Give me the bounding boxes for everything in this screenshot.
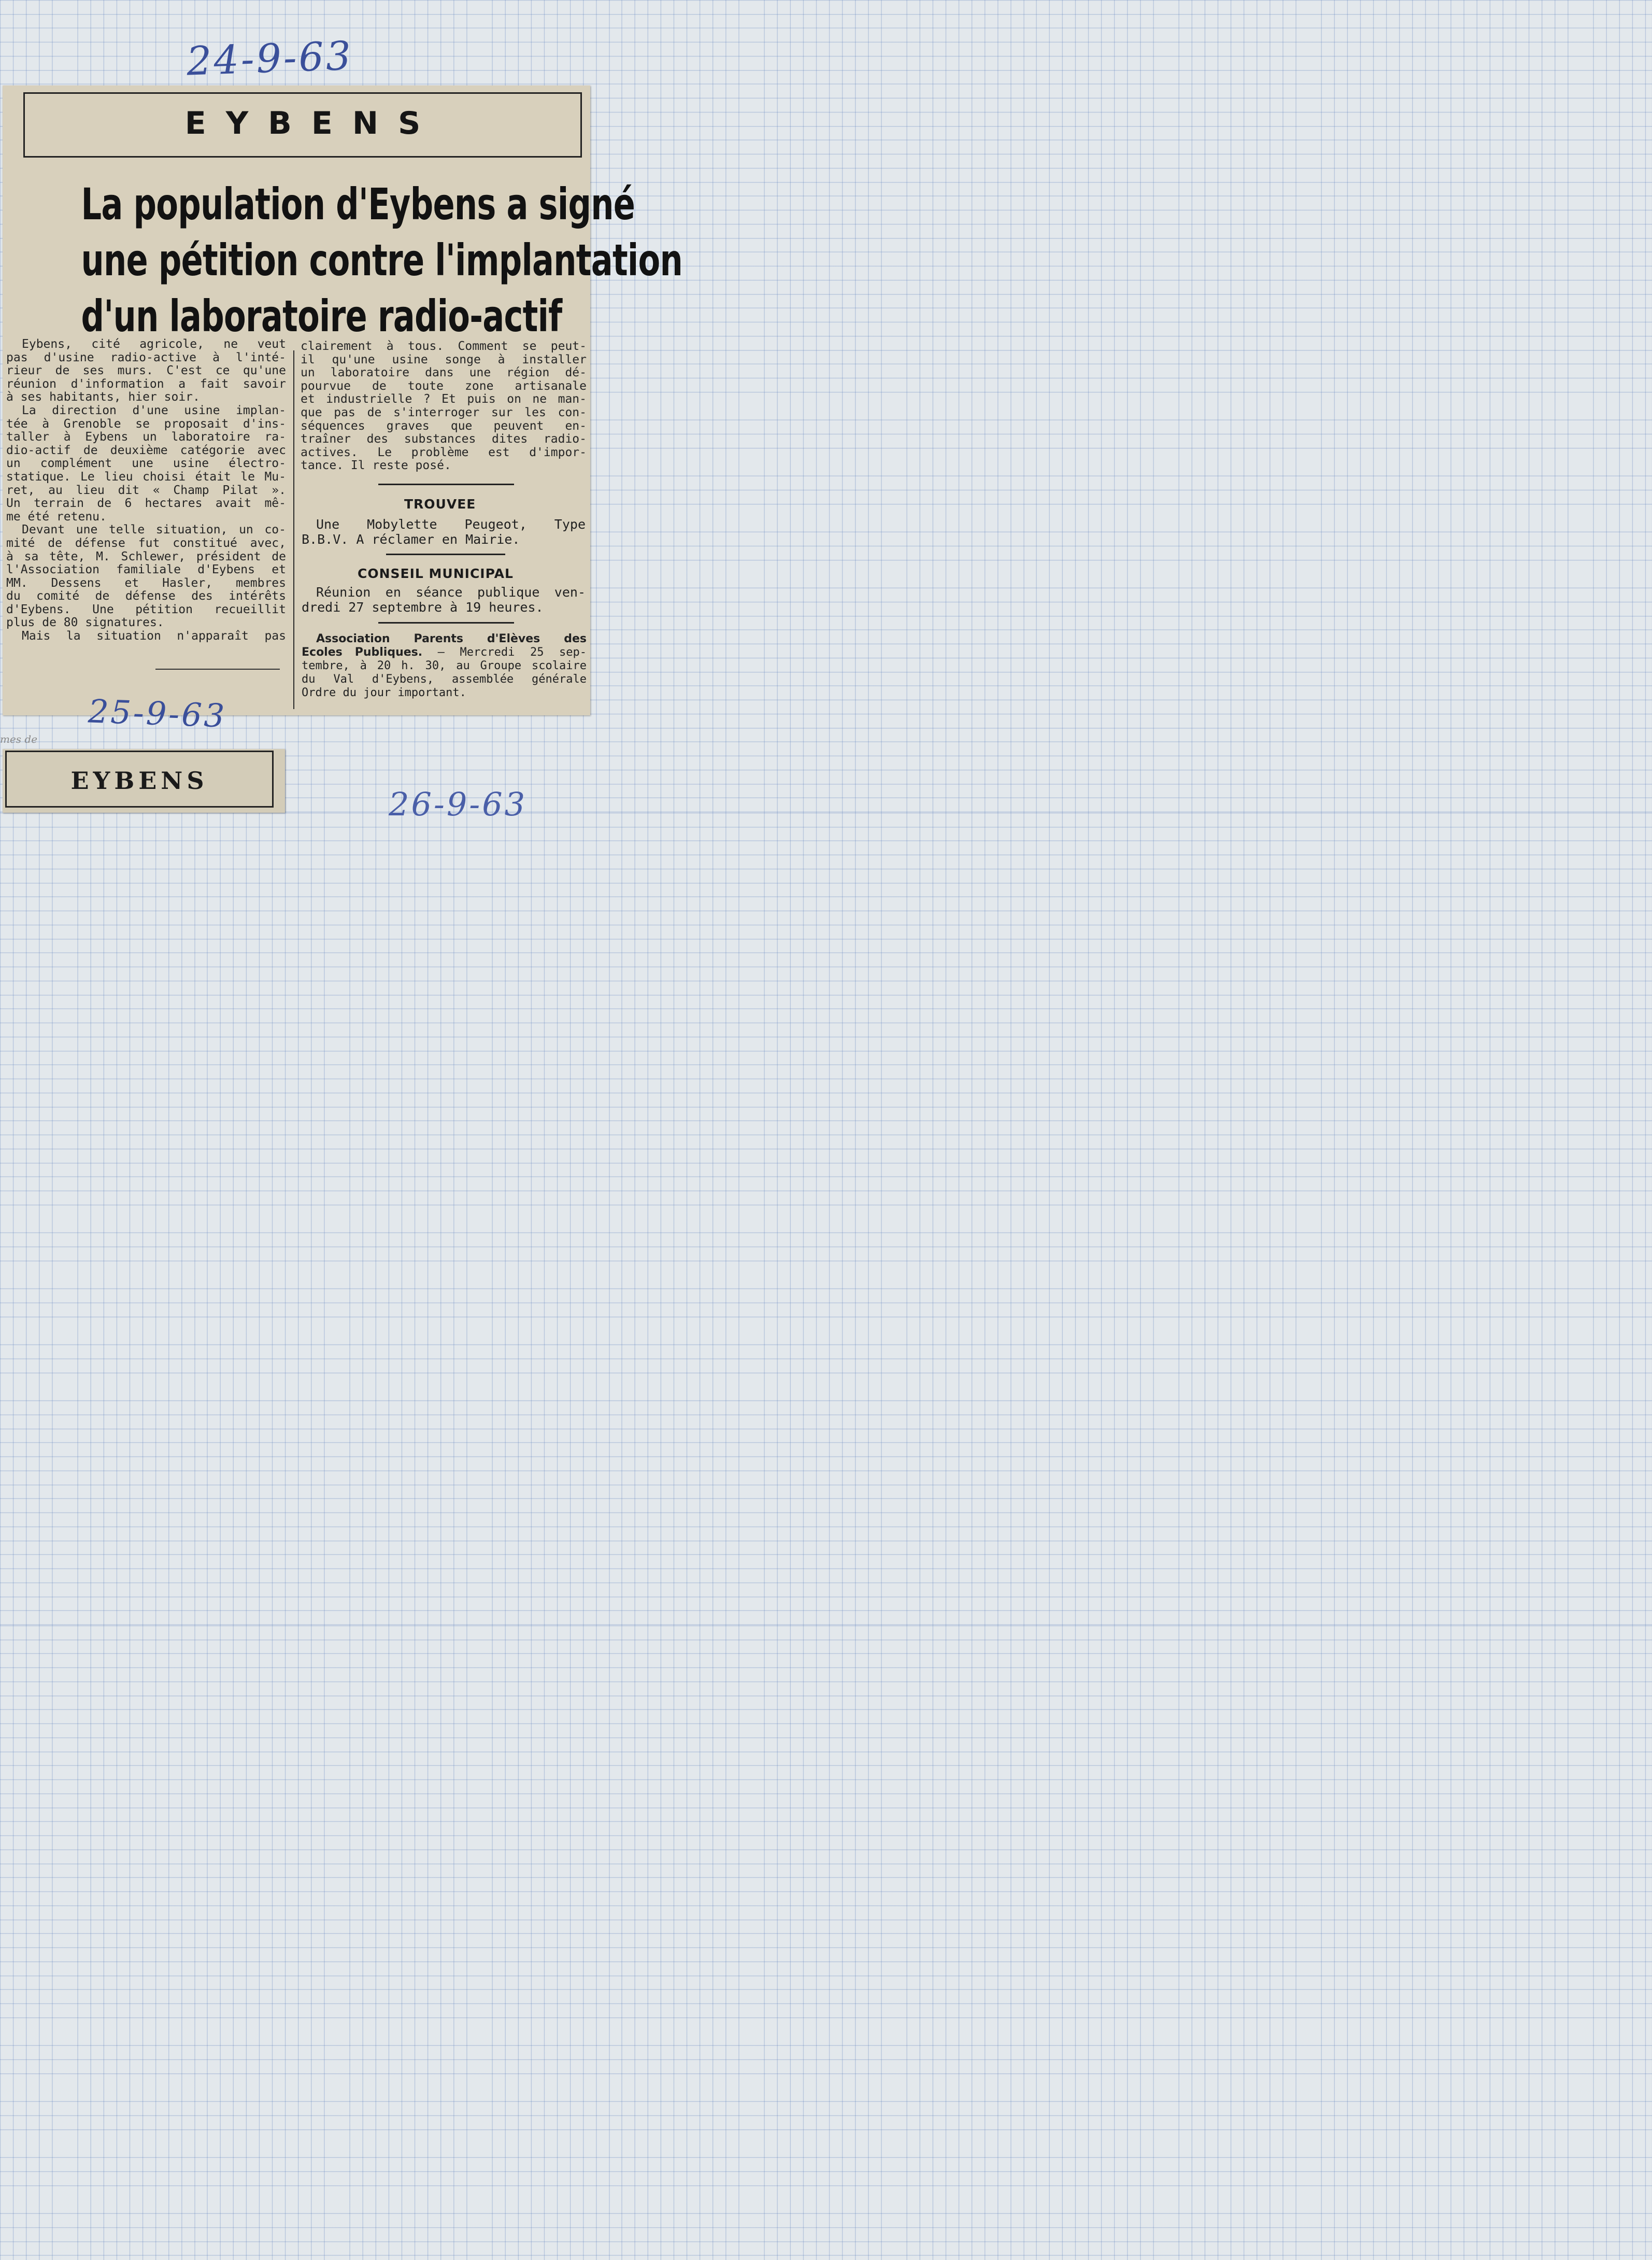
text-line: réunion d'information a fait savoir bbox=[6, 377, 286, 391]
text-line: taller à Eybens un laboratoire ra- bbox=[6, 430, 286, 444]
separator-rule bbox=[378, 622, 514, 624]
text-line: dredi 27 septembre à 19 heures. bbox=[302, 600, 544, 615]
association-name-line1: Association Parents d'Elèves des bbox=[316, 632, 587, 645]
headline-line-3: d'un laboratoire radio-actif bbox=[81, 291, 562, 342]
text-line: Une Mobylette Peugeot, Type bbox=[316, 517, 586, 532]
trouvee-notice bbox=[302, 517, 586, 547]
association-date-start: — Mercredi 25 sep- bbox=[422, 646, 587, 659]
text-line: un laboratoire dans une région dé- bbox=[301, 366, 587, 380]
text-line: un complément une usine électro- bbox=[6, 457, 286, 471]
column-divider bbox=[293, 350, 294, 709]
faded-text-fragment: mes de bbox=[0, 733, 38, 745]
conseil-municipal-title: CONSEIL MUNICIPAL bbox=[358, 566, 514, 581]
separator-rule bbox=[378, 484, 514, 485]
text-line: pas d'usine radio-active à l'inté- bbox=[6, 350, 286, 364]
section-title: EYBENS bbox=[184, 105, 440, 142]
text-line: B.B.V. A réclamer en Mairie. bbox=[302, 532, 520, 547]
text-line: du comité de défense des intérêts bbox=[6, 589, 286, 603]
second-section-header-box bbox=[5, 751, 274, 808]
text-line: dio-actif de deuxième catégorie avec bbox=[6, 443, 286, 457]
text-line: tée à Grenoble se proposait d'ins- bbox=[6, 417, 286, 431]
text-line: MM. Dessens et Hasler, membres bbox=[6, 576, 286, 590]
text-line: actives. Le problème est d'impor- bbox=[301, 445, 587, 459]
text-line: clairement à tous. Comment se peut- bbox=[301, 340, 587, 353]
text-line: l'Association familiale d'Eybens et bbox=[6, 563, 286, 577]
text-line: ret, au lieu dit « Champ Pilat ». bbox=[6, 483, 286, 497]
section-header-box bbox=[23, 92, 582, 158]
text-line: à sa tête, M. Schlewer, président de bbox=[6, 549, 286, 563]
conseil-municipal-notice bbox=[302, 585, 586, 615]
text-line: que pas de s'interroger sur les con- bbox=[301, 405, 587, 419]
headline-line-1: La population d'Eybens a signé bbox=[81, 179, 635, 230]
text-line: il qu'une usine songe à installer bbox=[301, 352, 587, 366]
text-line: Un terrain de 6 hectares avait mê- bbox=[6, 497, 286, 511]
trouvee-title: TROUVEE bbox=[404, 497, 476, 512]
text-line: à ses habitants, hier soir. bbox=[6, 390, 200, 404]
text-line: tembre, à 20 h. 30, au Groupe scolaire bbox=[302, 659, 587, 672]
text-line: traîner des substances dites radio- bbox=[301, 432, 587, 446]
article-left-column bbox=[6, 338, 286, 643]
text-line: plus de 80 signatures. bbox=[6, 616, 164, 630]
second-section-title: EYBENS bbox=[70, 767, 208, 795]
handwritten-date-top: 24-9-63 bbox=[186, 32, 354, 84]
text-line: Mais la situation n'apparaît pas bbox=[22, 629, 286, 643]
text-line: séquences graves que peuvent en- bbox=[301, 419, 587, 433]
association-notice bbox=[302, 632, 587, 700]
text-line: mité de défense fut constitué avec, bbox=[6, 536, 286, 550]
separator-rule bbox=[386, 554, 505, 555]
association-name-line2: Ecoles Publiques. bbox=[302, 646, 423, 659]
text-line: pourvue de toute zone artisanale bbox=[301, 379, 587, 393]
text-line: statique. Le lieu choisi était le Mu- bbox=[6, 470, 286, 484]
text-line: rieur de ses murs. C'est ce qu'une bbox=[6, 364, 286, 378]
headline-line-2: une pétition contre l'implantation bbox=[81, 235, 682, 286]
text-line: Eybens, cité agricole, ne veut bbox=[22, 337, 286, 351]
handwritten-date-middle: 25-9-63 bbox=[87, 692, 227, 735]
text-line: La direction d'une usine implan- bbox=[22, 403, 286, 417]
text-line: d'Eybens. Une pétition recueillit bbox=[6, 602, 286, 616]
text-line: tance. Il reste posé. bbox=[301, 459, 451, 473]
text-line: Réunion en séance publique ven- bbox=[316, 585, 586, 600]
article-right-column bbox=[301, 340, 587, 473]
headline bbox=[81, 176, 682, 344]
handwritten-date-bottom: 26-9-63 bbox=[389, 785, 528, 823]
text-line bbox=[302, 632, 587, 646]
text-line: du Val d'Eybens, assemblée générale bbox=[302, 673, 587, 686]
column-end-rule bbox=[155, 669, 280, 670]
text-line bbox=[302, 646, 587, 659]
text-line: Devant une telle situation, un co- bbox=[22, 523, 286, 537]
text-line: Ordre du jour important. bbox=[302, 686, 466, 699]
text-line: et industrielle ? Et puis on ne man- bbox=[301, 392, 587, 406]
text-line: me été retenu. bbox=[6, 510, 107, 524]
